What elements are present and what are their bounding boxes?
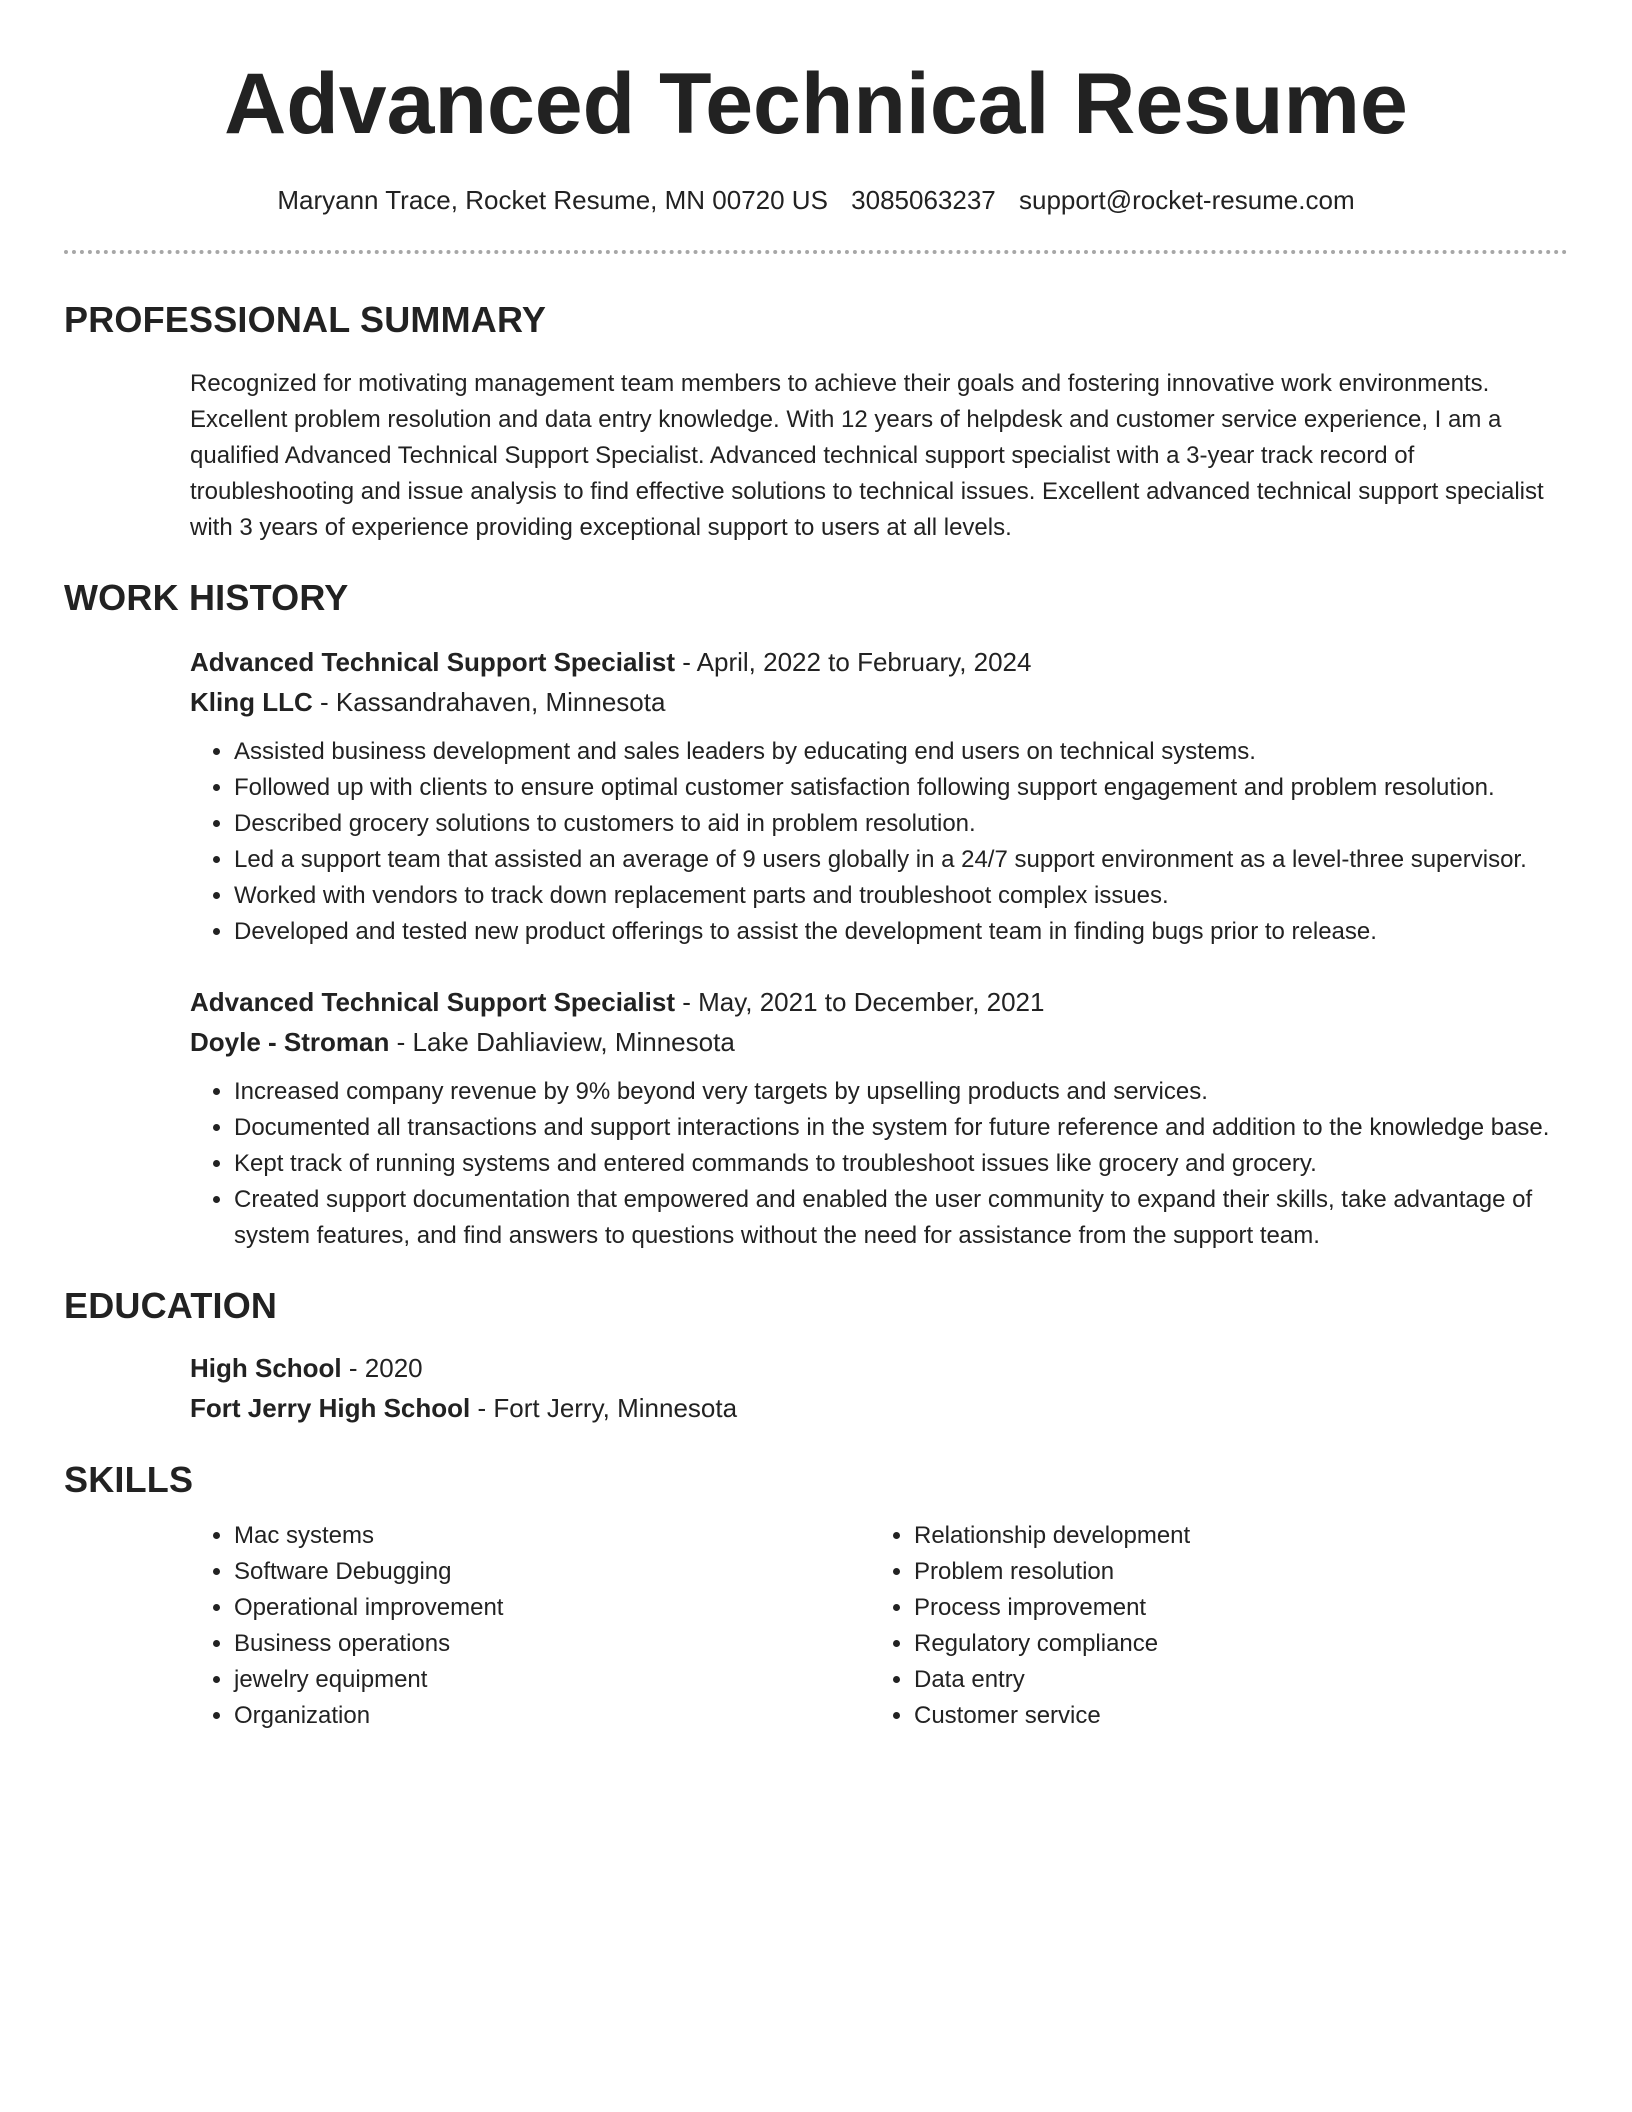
- job-bullet: • Led a support team that assisted an average of 9 users globally in a 24/7 support environment as a level-three supervisor.: [234, 842, 1568, 878]
- job-bullet: • Documented all transactions and support interactions in the system for future reference and addition to the knowledge base.: [234, 1110, 1568, 1146]
- job-company-line: [190, 682, 1568, 722]
- skill-item: • Business operations: [234, 1626, 870, 1662]
- header-divider: [64, 250, 1568, 254]
- education-section: [64, 1284, 1568, 1428]
- skills-columns: [190, 1518, 1568, 1734]
- job-bullets: [190, 1074, 1568, 1254]
- skills-list-right: [870, 1518, 1550, 1734]
- job-location: - Lake Dahliaview, Minnesota: [389, 1027, 735, 1057]
- job-bullet: • Worked with vendors to track down replacement parts and troubleshoot complex issues.: [234, 878, 1568, 914]
- skill-item: • Process improvement: [914, 1590, 1550, 1626]
- skill-item: • Relationship development: [914, 1518, 1550, 1554]
- job-entry: [190, 982, 1568, 1254]
- education-entry: [190, 1348, 1568, 1428]
- contact-address: Maryann Trace, Rocket Resume, MN 00720 US: [277, 185, 828, 215]
- skills-heading: SKILLS: [64, 1459, 194, 1500]
- skill-item: • Regulatory compliance: [914, 1626, 1550, 1662]
- work-heading: WORK HISTORY: [64, 577, 349, 618]
- job-title: Advanced Technical Support Specialist: [190, 647, 675, 677]
- skill-item: • Organization: [234, 1698, 870, 1734]
- skill-item: • Customer service: [914, 1698, 1550, 1734]
- contact-line: [64, 184, 1568, 216]
- education-school: Fort Jerry High School: [190, 1393, 471, 1423]
- job-bullet: • Followed up with clients to ensure optimal customer satisfaction following support engagement and problem resolution.: [234, 770, 1568, 806]
- job-bullet: • Developed and tested new product offerings to assist the development team in finding bugs prior to release.: [234, 914, 1568, 950]
- job-dates: - April, 2022 to February, 2024: [674, 647, 1032, 677]
- education-school-line: [190, 1388, 1568, 1428]
- education-location: - Fort Jerry, Minnesota: [470, 1393, 738, 1423]
- education-degree-line: [190, 1348, 1568, 1388]
- skill-item: • Software Debugging: [234, 1554, 870, 1590]
- job-title-line: [190, 642, 1568, 682]
- job-location: - Kassandrahaven, Minnesota: [312, 687, 666, 717]
- education-year: - 2020: [341, 1353, 423, 1383]
- skill-item: • Mac systems: [234, 1518, 870, 1554]
- work-section: [64, 576, 1568, 1254]
- skill-item: • Data entry: [914, 1662, 1550, 1698]
- job-bullet: • Described grocery solutions to customers to aid in problem resolution.: [234, 806, 1568, 842]
- skill-item: • Problem resolution: [914, 1554, 1550, 1590]
- skills-section: [64, 1458, 1568, 1734]
- job-bullet: • Created support documentation that empowered and enabled the user community to expand their skills, take advantage of system features, and find answers to questions without the need for assistance from the support team.: [234, 1182, 1568, 1254]
- job-company: Kling LLC: [190, 687, 313, 717]
- job-title: Advanced Technical Support Specialist: [190, 987, 675, 1017]
- contact-phone: 3085063237: [851, 185, 996, 215]
- job-company: Doyle - Stroman: [190, 1027, 390, 1057]
- resume-page: [64, 0, 1568, 1734]
- skill-item: • Operational improvement: [234, 1590, 870, 1626]
- skills-list-left: [190, 1518, 870, 1734]
- summary-section: [64, 298, 1568, 546]
- summary-text: Recognized for motivating management team members to achieve their goals and fostering innovative work environments. Excellent problem resolution and data entry knowledge. With 12 years of helpdesk and customer service experience, I am a qualified Advanced Technical Support Specialist. Advanced technical support specialist with a 3-year track record of troubleshooting and issue analysis to find effective solutions to technical issues. Excellent advanced technical support specialist with 3 years of experience providing exceptional support to users at all levels.: [190, 370, 1544, 541]
- job-title-line: [190, 982, 1568, 1022]
- education-heading: EDUCATION: [64, 1285, 278, 1326]
- job-entry: [190, 642, 1568, 950]
- contact-email: support@rocket-resume.com: [1019, 185, 1355, 215]
- job-dates: - May, 2021 to December, 2021: [674, 987, 1045, 1017]
- resume-title: Advanced Technical Resume: [224, 56, 1408, 152]
- job-bullet: • Increased company revenue by 9% beyond very targets by upselling products and services.: [234, 1074, 1568, 1110]
- job-company-line: [190, 1022, 1568, 1062]
- job-bullet: • Assisted business development and sales leaders by educating end users on technical systems.: [234, 734, 1568, 770]
- summary-heading: PROFESSIONAL SUMMARY: [64, 299, 547, 340]
- job-bullet: • Kept track of running systems and entered commands to troubleshoot issues like grocery and grocery.: [234, 1146, 1568, 1182]
- skill-item: • jewelry equipment: [234, 1662, 870, 1698]
- job-bullets: [190, 734, 1568, 950]
- education-degree: High School: [190, 1353, 342, 1383]
